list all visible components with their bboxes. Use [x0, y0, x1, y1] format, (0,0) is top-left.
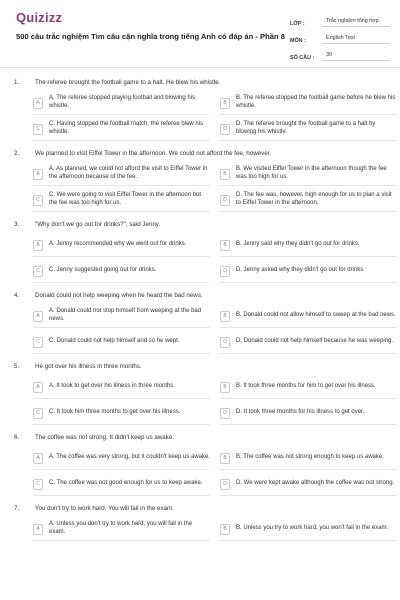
option-letter-box[interactable]: A [33, 240, 43, 251]
option-text: B. Donald could not allow himself to sweep at the bad news. [236, 312, 396, 319]
question-stem [0, 360, 400, 372]
question-1 [0, 76, 400, 141]
meta-row-count [290, 46, 390, 61]
question-4 [0, 289, 400, 354]
option-text: D. Jenny asked why they didn't go out for drinks [236, 267, 364, 274]
option-letter-box[interactable]: C [33, 124, 43, 135]
option-text: B. We visited Eiffel Tower in the afternoon though the fee was too high for us. [236, 166, 387, 180]
option-letter-box[interactable]: D [220, 337, 230, 348]
option-text: C. Having stopped the football match, the referee blew his whistle. [49, 121, 204, 135]
option-text: A. As planned, we could not afford the visit to Eiffel Tower in the afternoon because of the fee. [49, 166, 208, 180]
option-letter-box[interactable]: B [220, 382, 230, 393]
option-letter-box[interactable]: D [220, 408, 230, 419]
answer-options [33, 447, 400, 496]
answer-option-c[interactable] [33, 260, 210, 283]
question-text: He got over his illness in three months. [35, 362, 142, 370]
question-number: 3. [14, 220, 20, 228]
question-number: 6. [14, 433, 20, 441]
quizizz-logo[interactable]: Quizizz [16, 10, 63, 25]
answer-option-d[interactable] [220, 118, 397, 141]
answer-option-d[interactable] [220, 473, 397, 496]
option-text: B. The referee stopped the football game before he blew his whistle. [236, 95, 396, 109]
answer-option-a[interactable] [33, 163, 210, 186]
answer-option-c[interactable] [33, 189, 210, 212]
answer-option-d[interactable] [220, 331, 397, 354]
option-letter-box[interactable]: B [220, 524, 230, 535]
answer-option-a[interactable] [33, 518, 210, 541]
option-letter-box[interactable]: D [220, 124, 230, 135]
option-letter-box[interactable]: A [33, 382, 43, 393]
answer-option-a[interactable] [33, 305, 210, 328]
option-text: B. Jenny said why they didn't go out for drinks. [236, 241, 360, 248]
option-text: D. The referee brought the football game to a halt by blowing his whistle. [236, 121, 376, 135]
option-letter-box[interactable]: A [33, 169, 43, 180]
option-letter-box[interactable]: D [220, 479, 230, 490]
option-text: A. Donald could not stop himself from weeping at the bad news. [49, 308, 202, 322]
worksheet-header [0, 0, 400, 68]
option-letter-box[interactable]: A [33, 524, 43, 535]
option-letter-box[interactable]: D [220, 195, 230, 206]
answer-option-c[interactable] [33, 402, 210, 425]
question-stem [0, 218, 400, 230]
answer-option-d[interactable] [220, 189, 397, 212]
option-letter-box[interactable]: C [33, 195, 43, 206]
option-text: A. Unless you don't try to work hard, you will fail in the exam. [49, 521, 193, 535]
option-text: C. Jenny suggested going out for drinks. [49, 267, 157, 274]
option-text: C. Donald could not help himself and so he wept. [49, 338, 180, 345]
question-stem [0, 289, 400, 301]
option-letter-box[interactable]: A [33, 311, 43, 322]
option-letter-box[interactable]: C [33, 266, 43, 277]
option-text: C. We were going to visit Eiffel Tower in the afternoon but the fee was too high for us. [49, 192, 202, 206]
option-letter-box[interactable]: C [33, 408, 43, 419]
answer-option-c[interactable] [33, 331, 210, 354]
option-text: C. It took him three months to get over his illness. [49, 409, 181, 416]
option-text: A. The coffee was very strong, but it couldn't keep us awake. [49, 454, 211, 461]
answer-option-c[interactable] [33, 118, 210, 141]
question-text: "Why don't we go out for drinks?", said Jenny. [35, 220, 161, 228]
option-letter-box[interactable]: A [33, 453, 43, 464]
answer-option-b[interactable] [220, 305, 397, 328]
answer-option-b[interactable] [220, 234, 397, 257]
answer-option-b[interactable] [220, 92, 397, 115]
meta-row-class [290, 12, 390, 27]
worksheet-meta [290, 12, 390, 63]
answer-options [33, 305, 400, 354]
option-letter-box[interactable]: A [33, 98, 43, 109]
question-text: Donald could not help weeping when he heard the bad news. [35, 291, 203, 299]
question-stem [0, 76, 400, 88]
question-number: 4. [14, 291, 20, 299]
option-text: A. Jenny recommended why we went out for drinks. [49, 241, 187, 248]
answer-option-d[interactable] [220, 260, 397, 283]
meta-row-subject [290, 29, 390, 44]
answer-option-b[interactable] [220, 447, 397, 470]
answer-options [33, 234, 400, 283]
question-list [0, 76, 400, 547]
question-text: The referee brought the football game to a halt. He blew his whistle. [35, 78, 221, 86]
meta-label: SỐ CÂU : [290, 55, 315, 61]
question-number: 7. [14, 504, 20, 512]
question-number: 5. [14, 362, 20, 370]
option-letter-box[interactable]: B [220, 453, 230, 464]
question-2 [0, 147, 400, 212]
option-text: B. It took three months for him to get over his illness. [236, 383, 376, 390]
option-text: D. Donald could not help himself because he was weeping. [236, 338, 394, 345]
answer-options [33, 518, 400, 541]
option-text: B. Unless you try to work hard, you won't fail in the exam. [236, 525, 389, 532]
question-stem [0, 431, 400, 443]
question-number: 1. [14, 78, 20, 86]
answer-option-a[interactable] [33, 234, 210, 257]
option-text: D. It took three months for his illness to get over. [236, 409, 365, 416]
meta-value: Trắc nghiệm tổng hợp [322, 18, 390, 27]
question-5 [0, 360, 400, 425]
answer-option-a[interactable] [33, 376, 210, 399]
option-text: A. The referee stopped playing football and blowing his whistle. [49, 95, 195, 109]
answer-options [33, 92, 400, 141]
answer-option-a[interactable] [33, 447, 210, 470]
answer-option-b[interactable] [220, 376, 397, 399]
meta-value: English Test [322, 35, 390, 44]
answer-option-a[interactable] [33, 92, 210, 115]
option-text: C. The coffee was not good enough for us to keep awake. [49, 480, 203, 487]
answer-option-b[interactable] [220, 163, 397, 186]
worksheet-title: 500 câu trắc nghiệm Tìm câu cận nghĩa trong tiếng Anh có đáp án - Phần 8 [16, 32, 285, 41]
option-letter-box[interactable]: B [220, 240, 230, 251]
question-text: The coffee was not strong. It didn't keep us awake. [35, 433, 174, 441]
answer-option-d[interactable] [220, 402, 397, 425]
option-text: A. It took to get over his illness in three months. [49, 383, 176, 390]
answer-option-c[interactable] [33, 473, 210, 496]
question-6 [0, 431, 400, 496]
question-stem [0, 502, 400, 514]
option-letter-box[interactable]: D [220, 266, 230, 277]
option-letter-box[interactable]: B [220, 169, 230, 180]
option-letter-box[interactable]: B [220, 311, 230, 322]
question-text: We planned to visit Eiffel Tower in the afternoon. We could not afford the fee, however. [35, 149, 272, 157]
meta-label: MÔN : [290, 38, 306, 44]
question-number: 2. [14, 149, 20, 157]
option-text: D. The fee was, however, high enough for us to plan a visit to Eiffel Tower in the afternoon. [236, 192, 392, 206]
answer-options [33, 163, 400, 212]
option-text: B. The coffee was not strong enough to keep us awake. [236, 454, 384, 461]
question-text: You don't try to work hard. You will fail in the exam. [35, 504, 174, 512]
option-text: D. We were kept awake although the coffee was not strong. [236, 480, 395, 487]
question-stem [0, 147, 400, 159]
meta-value: 30 [322, 52, 390, 61]
option-letter-box[interactable]: B [220, 98, 230, 109]
option-letter-box[interactable]: C [33, 479, 43, 490]
meta-label: LỚP : [290, 21, 305, 27]
answer-options [33, 376, 400, 425]
answer-option-b[interactable] [220, 518, 397, 541]
question-7 [0, 502, 400, 541]
option-letter-box[interactable]: C [33, 337, 43, 348]
question-3 [0, 218, 400, 283]
